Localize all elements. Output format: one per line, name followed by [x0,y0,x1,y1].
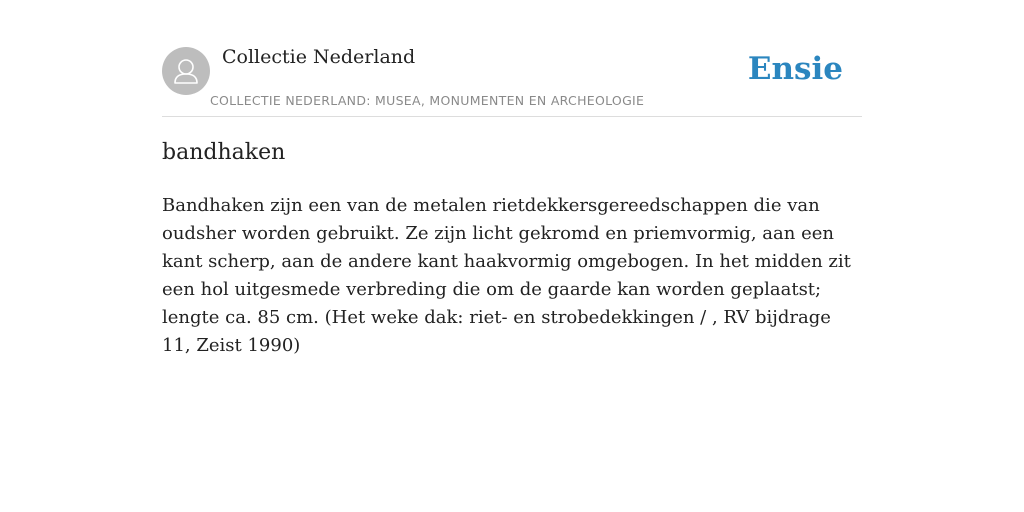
author-header [162,40,862,117]
avatar[interactable] [162,47,210,95]
brand-logo[interactable]: Ensie [747,51,843,87]
author-subtitle: COLLECTIE NEDERLAND: MUSEA, MONUMENTEN EN ARCHEOLOGIE [210,93,645,108]
page-title: bandhaken [162,140,286,165]
author-name[interactable]: Collectie Nederland [222,46,416,68]
user-silhouette-icon [162,47,210,95]
article-body: Bandhaken zijn een van de metalen rietdekkersgereedschappen die van oudsher worden gebruikt. Ze zijn licht gekromd en priemvormig, aan een kant scherp, aan de andere kant haakvormig omgebogen. In het midden zit een hol uitgesmede verbreding die om de gaarde kan worden geplaatst; lengte ca. 85 cm. (Het weke dak: riet- en strobedekkingen / , RV bijdrage 11, Zeist 1990) [162,195,851,356]
